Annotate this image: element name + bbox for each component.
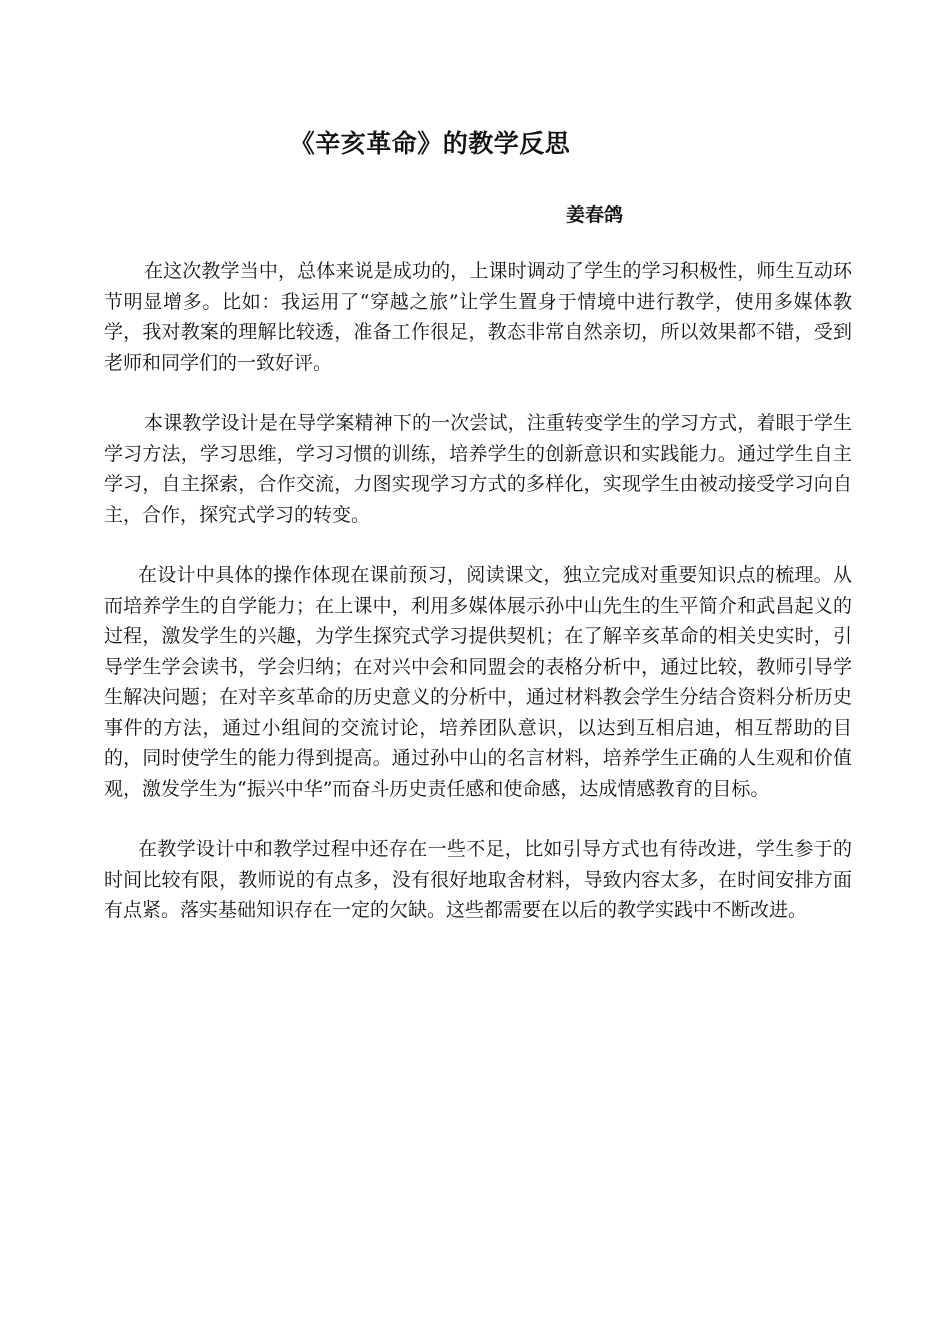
paragraph-1: 在这次教学当中，总体来说是成功的，上课时调动了学生的学习积极性，师生互动环节明显增多。比如：我运用了“穿越之旅”让学生置身于情境中进行教学，使用多媒体教学，我对教案的理解比较透，准备工作很足，教态非常自然亲切，所以效果都不错，受到老师和同学们的一致好评。	[104, 260, 852, 374]
paragraph-3: 在设计中具体的操作体现在课前预习，阅读课文，独立完成对重要知识点的梳理。从而培养学生的自学能力；在上课中，利用多媒体展示孙中山先生的生平简介和武昌起义的过程，激发学生的兴趣，为学生探究式学习提供契机；在了解辛亥革命的相关史实时，引导学生学会读书，学会归纳；在对兴中会和同盟会的表格分析中，通过比较，教师引导学生解决问题；在对辛亥革命的历史意义的分析中，通过材料教会学生分结合资料分析历史事件的方法，通过小组间的交流讨论，培养团队意识，以达到互相启迪，相互帮助的目的，同时使学生的能力得到提高。通过孙中山的名言材料，培养学生正确的人生观和价值观，激发学生为“振兴中华”而奋斗历史责任感和使命感，达成情感教育的目标。	[104, 564, 852, 800]
author-name: 姜春鸽	[566, 204, 624, 226]
document-title: 《辛亥革命》的教学反思	[289, 129, 571, 158]
paragraph-2: 本课教学设计是在导学案精神下的一次尝试，注重转变学生的学习方式，着眼于学生学习方法，学习思维，学习习惯的训练，培养学生的创新意识和实践能力。通过学生自主学习，自主探索，合作交流，力图实现学习方式的多样化，实现学生由被动接受学习向自主，合作，探究式学习的转变。	[104, 412, 852, 526]
paragraph-4: 在教学设计中和教学过程中还存在一些不足，比如引导方式也有待改进，学生参于的时间比较有限，教师说的有点多，没有很好地取舍材料，导致内容太多，在时间安排方面有点紧。落实基础知识存在一定的欠缺。这些都需要在以后的教学实践中不断改进。	[104, 838, 852, 921]
document-body	[104, 256, 852, 956]
